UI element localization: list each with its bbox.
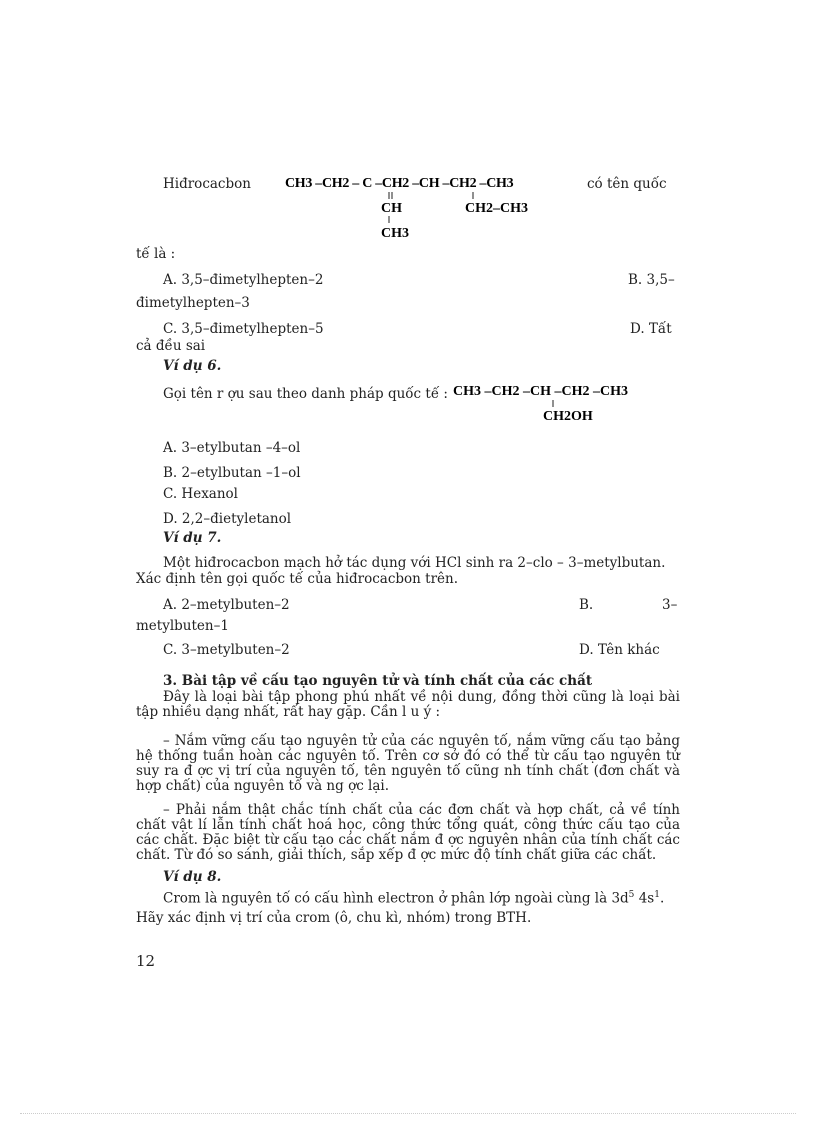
q5-formula-branch3: CH2–CH3 <box>465 201 528 216</box>
q5-structural-formula <box>285 172 585 244</box>
q7-question-l1: Một hiđrocacbon mạch hở tác dụng với HCl sinh ra 2–clo – 3–metylbutan. <box>163 555 666 571</box>
q6-option-d: D. 2,2–đietyletanol <box>163 511 292 527</box>
q7-option-a: A. 2–metylbuten–2 <box>163 597 290 613</box>
q8-line1-text: Crom là nguyên tố có cấu hình electron ở phân lớp ngoài cùng là 3d <box>163 890 629 907</box>
section3-paragraph-2: – Nắm vững cấu tạo nguyên tử của các nguyên tố, nắm vững cấu tạo bảng hệ thống tuần hoàn các nguyên tố. Trên cơ sở đó có thể từ cấu tạo nguyên tử suy ra đ ợc vị trí của nguyên tố, tên nguyên tố cũng nh tính chất (đơn chất và hợp chất) của nguyên tố và ng ợc lại. <box>136 733 680 794</box>
q7-heading: Ví dụ 7. <box>163 530 222 546</box>
q6-formula-main: CH3 –CH2 –CH –CH2 –CH3 <box>453 384 628 399</box>
q7-question-l2: Xác định tên gọi quốc tế của hiđrocacbon trên. <box>136 571 459 587</box>
q7-option-b-cont: metylbuten–1 <box>136 618 229 634</box>
section3-paragraph-1: Đây là loại bài tập phong phú nhất về nội dung, đồng thời cũng là loại bài tập nhiều dạng nhất, rất hay gặp. Cần l u ý : <box>136 689 680 720</box>
page-number: 12 <box>136 952 156 970</box>
q5-option-d: D. Tất <box>630 321 672 337</box>
q5-option-a: A. 3,5–đimetylhepten–2 <box>163 272 324 288</box>
q5-option-c: C. 3,5–đimetylhepten–5 <box>163 321 324 337</box>
q6-option-a: A. 3–etylbutan –4–ol <box>163 440 301 456</box>
q5-formula-branch1: CH <box>381 201 402 216</box>
q5-tail: có tên quốc <box>587 176 667 192</box>
q6-formula-branch: CH2OH <box>543 409 593 424</box>
section3-paragraph-3: – Phải nắm thật chắc tính chất của các đơn chất và hợp chất, cả về tính chất vật lí lẫn tính chất hoá học, công thức tổng quát, công thức cấu tạo của các chất. Đặc biệt từ cấu tạo các chất nắm đ ợc nguyên nhân của tính chất các chất. Từ đó so sánh, giải thích, sắp xếp đ ợc mức độ tính chất giữa các chất. <box>136 802 680 863</box>
q8-heading: Ví dụ 8. <box>163 869 222 885</box>
q5-option-b-cont: đimetylhepten–3 <box>136 295 250 311</box>
q5-option-d-cont: cả đều sai <box>136 338 206 354</box>
q8-line1 <box>163 890 664 907</box>
q6-heading: Ví dụ 6. <box>163 358 222 374</box>
q7-option-b: B. <box>579 597 594 613</box>
q8-sup-4s: 1 <box>654 890 660 900</box>
q5-tail2: tế là : <box>136 246 176 262</box>
q8-line1-mid: 4s <box>634 890 655 907</box>
section3-heading: 3. Bài tập về cấu tạo nguyên tử và tính chất của các chất <box>163 673 593 689</box>
q8-line2: Hãy xác định vị trí của crom (ô, chu kì, nhóm) trong BTH. <box>136 910 532 926</box>
q6-option-b: B. 2–etylbutan –1–ol <box>163 465 301 481</box>
q5-formula-branch2: CH3 <box>381 226 409 241</box>
q6-question: Gọi tên r ợu sau theo danh pháp quốc tế : <box>163 386 448 402</box>
q5-formula-main: CH3 –CH2 – C –CH2 –CH –CH2 –CH3 <box>285 176 514 191</box>
q6-structural-formula <box>453 380 673 428</box>
q7-option-d: D. Tên khác <box>579 642 660 658</box>
q6-option-c: C. Hexanol <box>163 486 238 502</box>
q5-option-b: B. 3,5– <box>628 272 675 288</box>
page-bottom-border <box>20 1113 796 1114</box>
q8-sup-3d: 5 <box>628 890 635 900</box>
q7-option-b-tail: 3– <box>662 597 678 613</box>
q7-option-c: C. 3–metylbuten–2 <box>163 642 290 658</box>
q8-line1-end: . <box>659 890 665 907</box>
q5-intro: Hiđrocacbon <box>163 176 251 192</box>
